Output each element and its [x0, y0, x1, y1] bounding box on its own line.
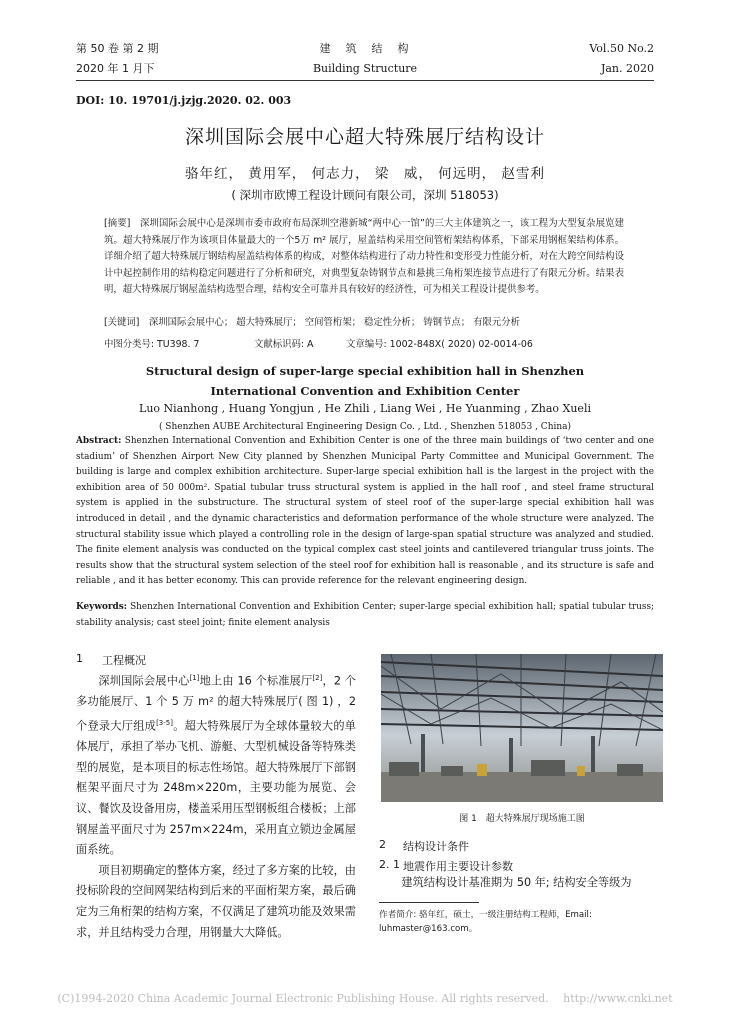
clc-number: 中图分类号: TU398. 7 [104, 339, 200, 350]
abstract-en-label: Abstract: [76, 436, 122, 446]
affiliation-cn: ( 深圳市欧博工程设计顾问有限公司，深圳 518053) [231, 188, 499, 202]
header-date-en: Jan. 2020 [600, 62, 654, 75]
authors-cn: 骆年红， 黄用军， 何志力， 梁 威， 何远明， 赵雪利 [185, 166, 545, 182]
copyright-line: (C)1994-2020 China Academic Journal Electronic Publishing House. All rights reserved. http://www.cnki.net [57, 992, 673, 1005]
header-journal-cn: 建 筑 结 构 [319, 42, 411, 55]
author-footnote: 作者简介: 骆年红，硕士，一级注册结构工程师，Email: luhmaster@163.com。 [379, 910, 592, 934]
header-volume: 第 50 卷 第 2 期 [76, 42, 159, 55]
section2-1-number: 2. 1 [379, 858, 400, 871]
header-rule [76, 80, 654, 81]
doi: DOI: 10. 19701/j.jzjg.2020. 02. 003 [76, 94, 292, 107]
abstract-cn-label: [摘要] [104, 218, 131, 229]
affiliation-en: ( Shenzhen AUBE Architectural Engineering Design Co. , Ltd. , Shenzhen 518053 , China) [158, 422, 572, 432]
footnote-rule [379, 902, 479, 903]
authors-en: Luo Nianhong , Huang Yongjun , He Zhili , Liang Wei , He Yuanming , Zhao Xueli [139, 402, 591, 415]
keywords-en-text: Shenzhen International Convention and Exhibition Center; super-large special exhibition hall; spatial tubular truss; stability analysis; cast steel joint; finite element analysis [76, 602, 654, 628]
ref-3: [3-5] [156, 718, 173, 727]
section2-para: 建筑结构设计基准期为 50 年; 结构安全等级为 [401, 876, 632, 889]
figure1-caption: 图 1 超大特殊展厅现场施工图 [459, 814, 585, 824]
header-vol-en: Vol.50 No.2 [589, 42, 654, 55]
doc-code: 文献标识码: A [254, 339, 314, 350]
ref-1: [1] [189, 674, 200, 682]
keywords-cn [104, 315, 624, 332]
abstract-en [76, 434, 654, 590]
ref-2: [2] [312, 674, 323, 682]
header-date: 2020 年 1 月下 [76, 62, 155, 75]
section2-body [379, 873, 663, 894]
section1-para2: 项目初期确定的整体方案，经过了多方案的比较，由投标阶段的空间网架结构到后来的平面桁架方案，最后确定为三角桁架的结构方案，不仅满足了建筑功能及效果需求，并且结构受力合理，用钢量大大降低。 [76, 863, 356, 939]
section2-heading: 结构设计条件 [403, 840, 469, 853]
title-cn: 深圳国际会展中心超大特殊展厅结构设计 [184, 126, 545, 148]
title-en: Structural design of super-large special exhibition hall in Shenzhen International Convention and Exhibition Center [145, 364, 585, 398]
header-journal-en: Building Structure [312, 62, 418, 75]
keywords-en-label: Keywords: [76, 602, 128, 612]
keywords-cn-label: [关键词] [104, 317, 140, 328]
figure1-photo [381, 654, 663, 802]
article-number: 文章编号: 1002-848X( 2020) 02-0014-06 [346, 339, 533, 350]
keywords-cn-text: 深圳国际会展中心； 超大特殊展厅； 空间管桁架； 稳定性分析； 铸钢节点； 有限元分析 [139, 317, 520, 328]
exhibition-hall-construction-image [381, 654, 663, 802]
section1-para1: 深圳国际会展中心[1]地上由 16 个标准展厅[2]，2 个多功能展厅、1 个 5 万 m² 的超大特殊展厅( 图 1) ，2 个登录大厅组成[3-5]。超大特殊展厅为全球体量较大的单体展厅，承担了举办飞机、游艇、大型机械设备等特殊类型的展览，是本项目的标志性场馆。超大特殊展厅下部钢框架平面尺寸为 248m×220m，主要功能为展览、会议、餐饮及设备用房，楼盖采用压型钢板组合楼板；上部钢屋盖平面尺寸为 257m×224m，采用直立锁边金属屋面系统。 [76, 674, 356, 857]
keywords-en [76, 600, 654, 631]
section1-body [76, 668, 356, 943]
section2-1-heading: 地震作用主要设计参数 [403, 860, 513, 873]
section1-heading: 工程概况 [102, 654, 146, 667]
abstract-en-text: Shenzhen International Convention and Exhibition Center is one of the three main buildings of ‘two center and one stadium’ of Shenzhen Airport New City planned by Shenzhen Municipal Party Committee and Municipal Government. The building is large and complex exhibition architecture. Super-large special exhibition hall is the largest in the project with the exhibition area of 50 000m². Spatial tubular truss structural system is applied in the hall roof , and steel frame structural system is applied in the substructure. The structural system of steel roof of the super-large special exhibition hall was introduced in detail , and the dynamic characteristics and deformation performance of the whole structure were analyzed. The structural stability issue which played a controlling role in the design of large-span spatial structure was analyzed and studied. The finite element analysis was conducted on the typical complex cast steel joints and cantilevered triangular truss joints. The results show that the structural system selection of the steel roof for exhibition hall is reasonable , and its structure is safe and reliable , and it has better economy. This can provide reference for the relevant engineering design. [76, 436, 654, 587]
abstract-cn-text: 深圳国际会展中心是深圳市委市政府布局深圳空港新城“两中心一馆”的三大主体建筑之一，该工程为大型复杂展览建筑。超大特殊展厅作为该项目体量最大的一个5万 m² 展厅，屋盖结构采用空间管桁架结构体系，下部采用钢框架结构体系。详细介绍了超大特殊展厅钢结构屋盖结构体系的构成，对整体结构进行了动力特性和变形受力性能分析，对在大跨空间结构设计中起控制作用的结构稳定问题进行了分析和研究，对典型复杂铸钢节点和悬挑三角桁架连接节点进行了有限元分析。结果表明，超大特殊展厅钢屋盖结构选型合理，结构安全可靠并具有较好的经济性，可为相关工程设计提供参考。 [104, 218, 625, 295]
section1-number: 1 [76, 652, 83, 665]
abstract-cn [104, 216, 624, 299]
section2-number: 2 [379, 838, 386, 851]
